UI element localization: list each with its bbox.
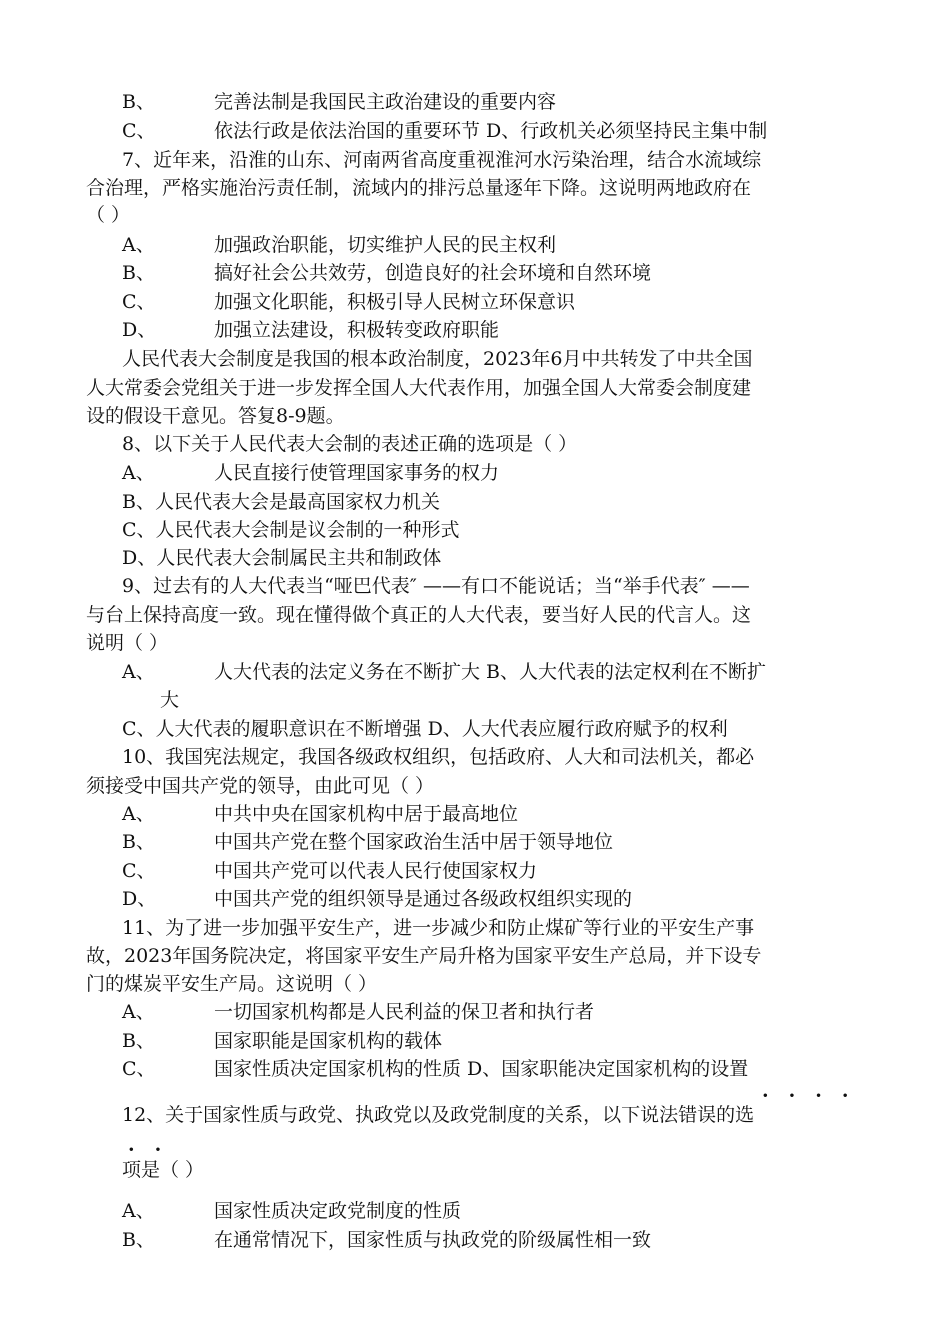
question-7-line-2: 合治理，严格实施治污责任制，流域内的排污总量逐年下降。这说明两地政府在 — [86, 177, 752, 199]
option-text: 国家职能是国家机构的载体 — [214, 1030, 443, 1052]
option-label: C、 — [122, 120, 156, 142]
option-line: B、人民代表大会是最高国家权力机关 — [122, 491, 440, 513]
option-line — [122, 800, 518, 828]
option-continuation: 大 — [160, 689, 180, 711]
option-label: B、 — [122, 831, 155, 853]
question-12-line-2: 项是（ ） — [122, 1159, 205, 1181]
option-line — [122, 231, 556, 259]
option-text: 一切国家机构都是人民利益的保卫者和执行者 — [214, 1001, 595, 1023]
option-text: 加强立法建设，积极转变政府职能 — [214, 319, 500, 341]
option-text: 国家性质决定政党制度的性质 — [214, 1200, 462, 1222]
option-line — [122, 259, 651, 287]
option-line — [122, 1027, 442, 1055]
question-11-line-3: 门的煤炭平安生产局。这说明（ ） — [86, 973, 378, 995]
option-line — [122, 828, 613, 856]
passage-line-2: 人大常委会党组关于进一步发挥全国人大代表作用，加强全国人大常委会制度建 — [86, 377, 752, 399]
option-line — [122, 1226, 651, 1254]
option-line — [122, 288, 575, 316]
question-10-line-1: 10、我国宪法规定，我国各级政权组织，包括政府、人大和司法机关，都必 — [122, 746, 755, 768]
option-label: A、 — [122, 1200, 155, 1222]
option-label: B、 — [122, 1030, 155, 1052]
option-line — [122, 316, 499, 344]
option-text: 在通常情况下，国家性质与执政党的阶级属性相一致 — [214, 1229, 652, 1251]
option-label: A、 — [122, 1001, 155, 1023]
option-line — [122, 998, 594, 1026]
option-line — [122, 459, 499, 487]
option-text: 人大代表的法定义务在不断扩大 B、人大代表的法定权利在不断扩 — [214, 661, 767, 683]
option-label: A、 — [122, 462, 155, 484]
option-text: 中国共产党的组织领导是通过各级政权组织实现的 — [214, 888, 633, 910]
option-text: 中国共产党在整个国家政治生活中居于领导地位 — [214, 831, 614, 853]
option-label: D、 — [122, 319, 157, 341]
emphasis-dots: ·· — [128, 1139, 182, 1161]
option-label: A、 — [122, 803, 155, 825]
option-label: B、 — [122, 91, 155, 113]
option-line — [122, 88, 556, 116]
option-label: B、 — [122, 262, 155, 284]
option-text: 国家性质决定国家机构的性质 D、国家职能决定国家机构的设置 — [214, 1058, 749, 1080]
question-9-line-1: 9、过去有的人大代表当“哑巴代表″ ——有口不能说话；当“举手代表″ —— — [122, 575, 750, 597]
option-text: 中国共产党可以代表人民行使国家权力 — [214, 860, 538, 882]
question-11-line-2: 故，2023年国务院决定，将国家平安生产局升格为国家平安生产总局，并下设专 — [86, 945, 762, 967]
option-label: B、 — [122, 1229, 155, 1251]
passage-line-3: 设的假设干意见。答复8-9题。 — [86, 405, 345, 427]
question-12-line-1: 12、关于国家性质与政党、执政党以及政党制度的关系，以下说法错误的选 — [122, 1104, 755, 1126]
option-label: C、 — [122, 1058, 156, 1080]
question-11-line-1: 11、为了进一步加强平安生产，进一步减少和防止煤矿等行业的平安生产事 — [122, 917, 755, 939]
option-label: A、 — [122, 661, 155, 683]
option-line — [122, 1197, 461, 1225]
option-line — [122, 658, 766, 686]
option-label: D、 — [122, 888, 157, 910]
option-label: A、 — [122, 234, 155, 256]
option-text: 加强文化职能，积极引导人民树立环保意识 — [214, 291, 576, 313]
question-8-line: 8、以下关于人民代表大会制的表述正确的选项是（ ） — [122, 433, 578, 455]
question-7-line-1: 7、近年来，沿淮的山东、河南两省高度重视淮河水污染治理，结合水流域综 — [122, 149, 762, 171]
option-text: 依法行政是依法治国的重要环节 D、行政机关必须坚持民主集中制 — [214, 120, 768, 142]
question-9-line-2: 与台上保持高度一致。现在懂得做个真正的人大代表，要当好人民的代言人。这 — [86, 604, 752, 626]
option-line — [122, 117, 767, 145]
option-text: 中共中央在国家机构中居于最高地位 — [214, 803, 519, 825]
option-text: 完善法制是我国民主政治建设的重要内容 — [214, 91, 557, 113]
question-10-line-2: 须接受中国共产党的领导，由此可见（ ） — [86, 775, 435, 797]
option-text: 搞好社会公共效劳，创造良好的社会环境和自然环境 — [214, 262, 652, 284]
option-label: C、 — [122, 860, 156, 882]
option-line: C、人大代表的履职意识在不断增强 D、人大代表应履行政府赋予的权利 — [122, 718, 728, 740]
question-7-line-3: （ ） — [86, 204, 131, 226]
option-text: 加强政治职能，切实维护人民的民主权利 — [214, 234, 557, 256]
option-line — [122, 857, 537, 885]
option-line — [122, 885, 632, 913]
passage-line-1: 人民代表大会制度是我国的根本政治制度，2023年6月中共转发了中共全国 — [122, 348, 753, 370]
emphasis-dots: ···· — [762, 1085, 869, 1107]
question-9-line-3: 说明（ ） — [86, 632, 169, 654]
option-label: C、 — [122, 291, 156, 313]
option-line: C、人民代表大会制是议会制的一种形式 — [122, 519, 460, 541]
option-line — [122, 1055, 748, 1083]
option-text: 人民直接行使管理国家事务的权力 — [214, 462, 500, 484]
option-line: D、人民代表大会制属民主共和制政体 — [122, 547, 442, 569]
